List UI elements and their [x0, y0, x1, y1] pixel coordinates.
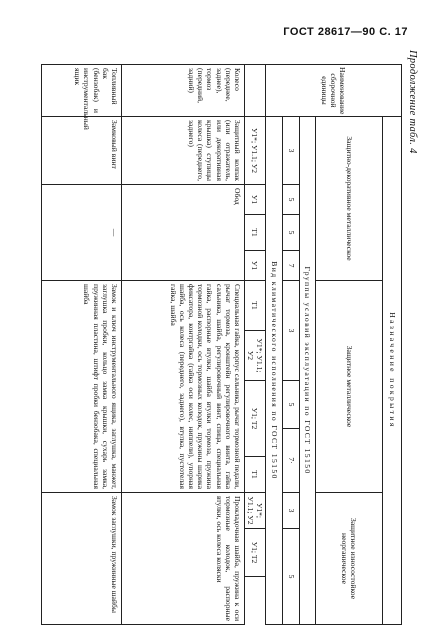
metallic-parts-cell: Замок и ключ инструментального ящика, заглушка, манжет, заглушка пробки, кольцо замка крышки, сухарь замка, пружинная пластина, штифт пробки бензобака, специальная шайба	[41, 281, 121, 493]
name-column-header: Наименование сборочной единицы	[266, 65, 402, 117]
row-name: Топливный бак (бензобак) и инструментальный ящик	[41, 65, 121, 117]
dash-cell: —	[41, 185, 121, 281]
climate-class-cell: У1; Т2	[244, 381, 265, 457]
number-cell: 5	[283, 381, 300, 429]
group-header-metallic: Защитное металлическое	[316, 281, 383, 493]
spacer-cell	[244, 65, 265, 117]
group-header-decorative: Защитно-декоративное металлическое	[316, 117, 383, 281]
number-cell: 5	[283, 529, 300, 625]
climate-class-cell: У1*; У1.1; У2	[244, 493, 265, 529]
climate-class-cell: У1	[244, 185, 265, 215]
conditions-header: Группы условий эксплуатации по ГОСТ 15150	[300, 117, 316, 625]
page-header: ГОСТ 28617—90 С. 17	[283, 26, 408, 38]
climate-class-cell: У1*; У1.1; У2	[244, 117, 265, 185]
rotated-table-container	[32, 64, 402, 624]
number-cell: 7·	[283, 429, 300, 493]
metallic-parts-cell: Специальная гайка, корпус сальника, рычаг тормозной педали, рычаг тормоза, кронштейн регулировочного винта, гайка сальника, шайба, регулировочный винт, спица, специальная гайка, распорные втулки, шайба втулки тормоза, пружина тормозной колодки, ось тормозных колодок, пружины шарика фиксатора, контргайка (гайка оси колес, ниппели), упорная шайба, ось колеса (переднего, заднего), втулка, пустотелая гайка, шайба	[121, 281, 244, 493]
row-name: Колесо (переднее, заднее), тормоз (передний, задний)	[121, 65, 244, 117]
purpose-header: Назначение покрытия	[383, 117, 402, 625]
number-cell: 3	[283, 117, 300, 185]
group-header-wear-resistant: Защитное износостойкое неорганическое	[316, 493, 383, 625]
climate-class-cell: Т1	[244, 281, 265, 331]
table-continuation-label: Продолжение табл. 4	[407, 50, 418, 154]
decorative-parts-cell: Замковый винт	[41, 117, 121, 185]
table-row	[121, 65, 244, 625]
climate-class-cell: У1*; У1.1; У2	[244, 331, 265, 381]
climate-class-cell: Т1	[244, 215, 265, 251]
coating-purpose-table	[41, 64, 402, 625]
number-cell: 7	[283, 251, 300, 281]
climate-class-cell: Т1	[244, 457, 265, 493]
number-cell: 3	[283, 281, 300, 381]
climate-header: Вид климатического исполнения по ГОСТ 15150	[266, 117, 283, 625]
number-cell: 5	[283, 215, 300, 251]
number-cell: 3	[283, 493, 300, 529]
wear-parts-cell: Прокладочная шайба, пружина к оси тормозные колодок, распорные втулки, ось колеса коляски	[121, 493, 244, 625]
climate-class-cell: У1; Т2	[244, 529, 265, 577]
table-row	[41, 65, 121, 625]
decorative-parts-cell: Защитный колпак (или отражатель, или декоративная крышка) ступицы колеса (переднего, заднего)	[121, 117, 244, 185]
wear-parts-cell: Замок заглушки, пружинные шайбы	[41, 493, 121, 625]
number-cell: 5	[283, 185, 300, 215]
rim-cell: Обод	[121, 185, 244, 281]
climate-class-cell: У1	[244, 251, 265, 281]
